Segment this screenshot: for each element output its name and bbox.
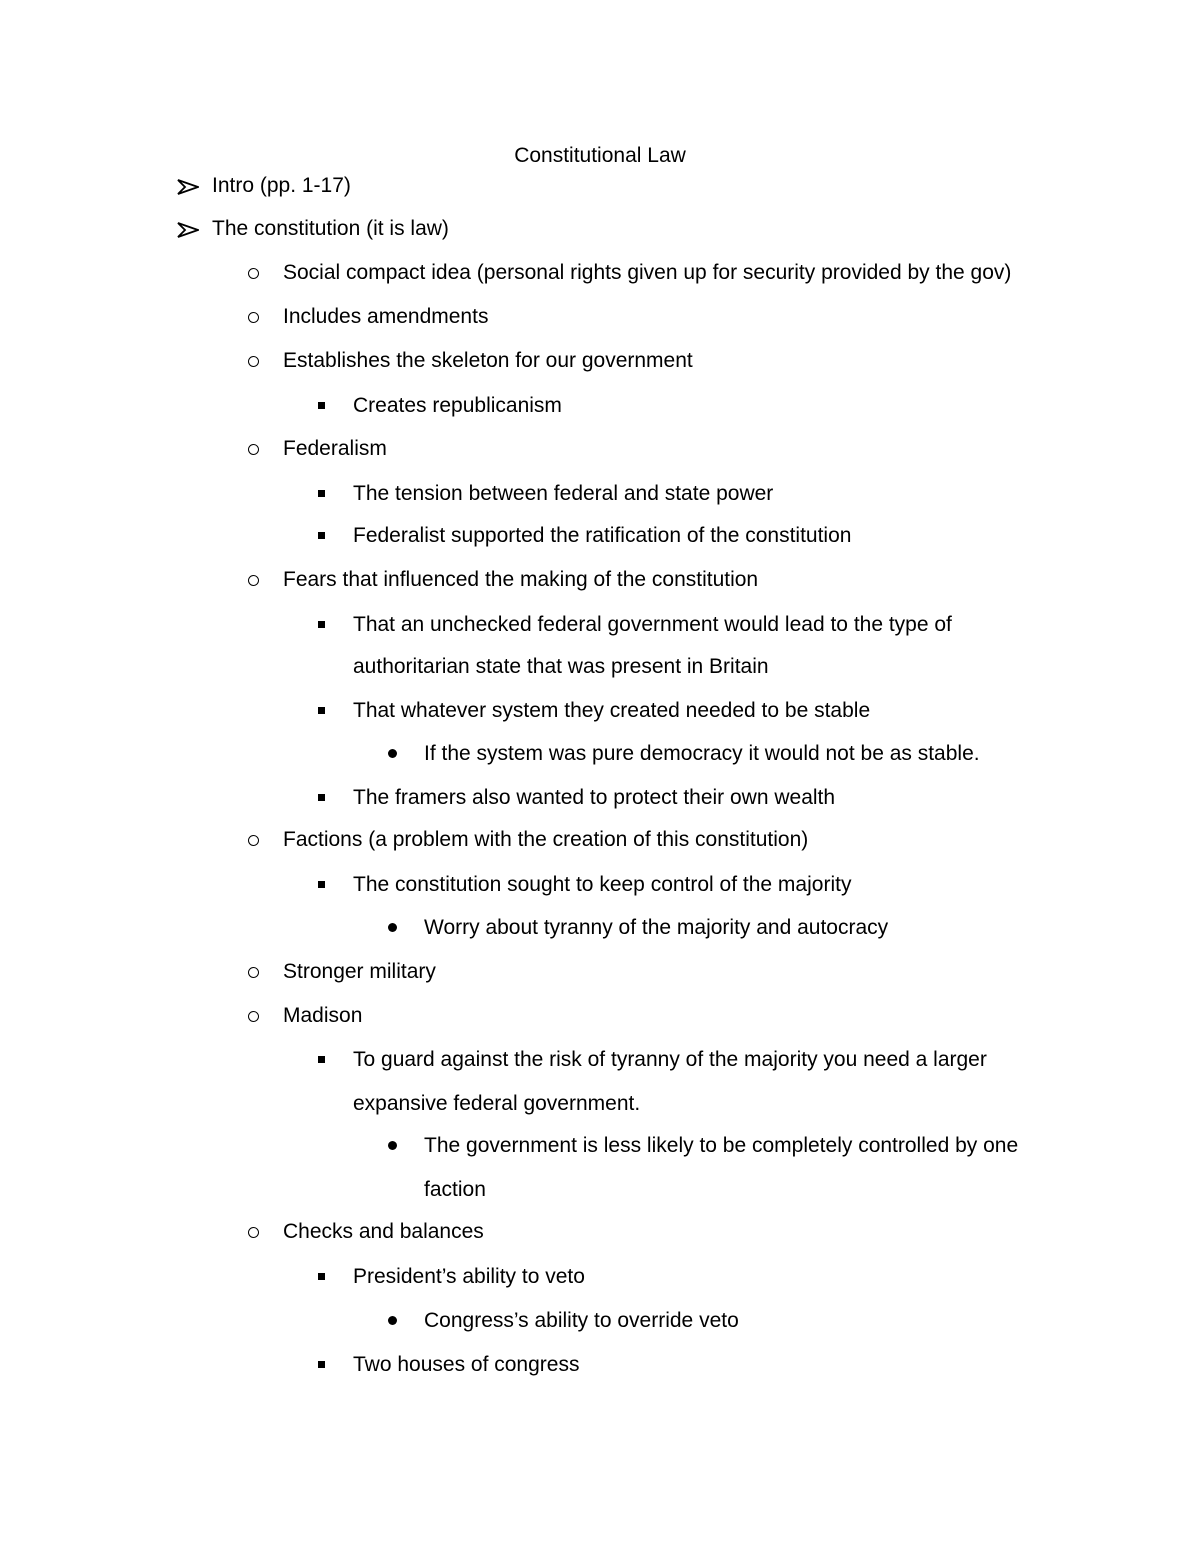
- list-item-text: If the system was pure democracy it would not be as stable.: [424, 742, 980, 765]
- list-item-text: Factions (a problem with the creation of this constitution): [283, 828, 809, 851]
- square-icon: [318, 1045, 328, 1075]
- page-title: Constitutional Law: [514, 144, 686, 167]
- square-icon: [318, 870, 328, 900]
- list-item-text: expansive federal government.: [353, 1092, 641, 1115]
- list-item-text: Social compact idea (personal rights given up for security provided by the gov): [283, 261, 1012, 284]
- circle-icon: [248, 565, 262, 595]
- list-item-text: The constitution (it is law): [212, 217, 449, 240]
- list-item-text: Federalism: [283, 437, 387, 460]
- square-icon: [318, 1350, 328, 1380]
- circle-icon: [248, 825, 262, 855]
- list-item-text: Includes amendments: [283, 305, 489, 328]
- square-icon: [318, 1262, 328, 1292]
- list-item-text: faction: [424, 1178, 486, 1201]
- arrow-icon: [177, 214, 199, 244]
- square-icon: [318, 479, 328, 509]
- circle-icon: [248, 434, 262, 464]
- circle-icon: [248, 346, 262, 376]
- circle-icon: [248, 302, 262, 332]
- dot-icon: [388, 1131, 398, 1161]
- square-icon: [318, 696, 328, 726]
- list-item-text: Intro (pp. 1-17): [212, 174, 351, 197]
- list-item-text: The government is less likely to be completely controlled by one: [424, 1134, 1019, 1157]
- list-item-text: To guard against the risk of tyranny of the majority you need a larger: [353, 1048, 987, 1071]
- list-item-text: That whatever system they created needed to be stable: [353, 699, 871, 722]
- dot-icon: [388, 739, 398, 769]
- square-icon: [318, 783, 328, 813]
- circle-icon: [248, 258, 262, 288]
- arrow-icon: [177, 171, 199, 201]
- circle-icon: [248, 1001, 262, 1031]
- list-item-text: The constitution sought to keep control of the majority: [353, 873, 852, 896]
- list-item-text: Federalist supported the ratification of the constitution: [353, 524, 852, 547]
- list-item-text: Worry about tyranny of the majority and autocracy: [424, 916, 889, 939]
- list-item-text: Two houses of congress: [353, 1353, 580, 1376]
- circle-icon: [248, 957, 262, 987]
- list-item-text: Checks and balances: [283, 1220, 484, 1243]
- square-icon: [318, 391, 328, 421]
- list-item-text: The framers also wanted to protect their own wealth: [353, 786, 836, 809]
- list-item-text: Madison: [283, 1004, 363, 1027]
- list-item-text: Congress’s ability to override veto: [424, 1309, 739, 1332]
- list-item-text: Fears that influenced the making of the constitution: [283, 568, 759, 591]
- list-item-text: authoritarian state that was present in Britain: [353, 655, 769, 678]
- list-item-text: That an unchecked federal government would lead to the type of: [353, 613, 952, 636]
- dot-icon: [388, 1306, 398, 1336]
- list-item-text: The tension between federal and state power: [353, 482, 774, 505]
- list-item-text: Stronger military: [283, 960, 436, 983]
- list-item-text: Creates republicanism: [353, 394, 562, 417]
- list-item-text: Establishes the skeleton for our government: [283, 349, 693, 372]
- square-icon: [318, 521, 328, 551]
- list-item-text: President’s ability to veto: [353, 1265, 585, 1288]
- dot-icon: [388, 913, 398, 943]
- circle-icon: [248, 1217, 262, 1247]
- square-icon: [318, 610, 328, 640]
